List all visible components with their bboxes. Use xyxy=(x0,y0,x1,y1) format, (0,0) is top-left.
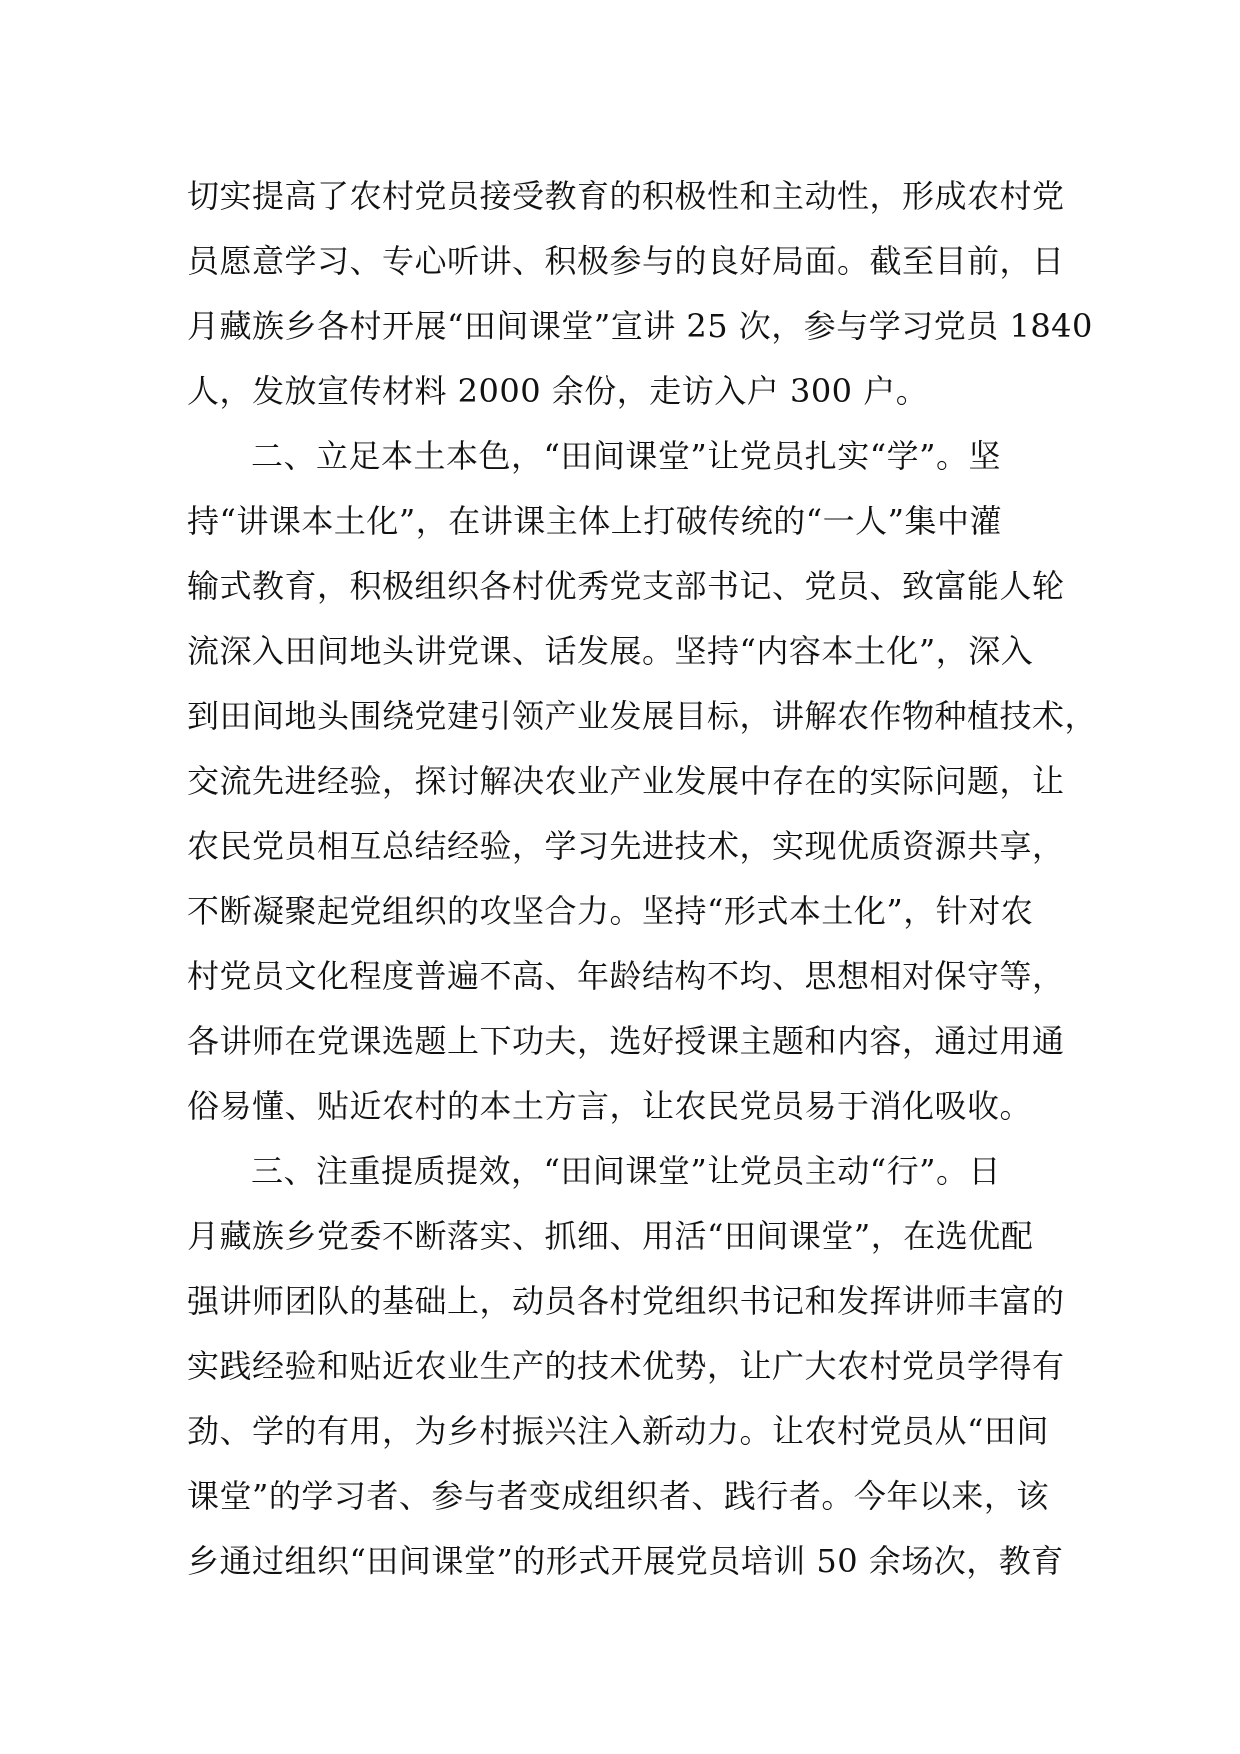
text-line: 劲、学的有用，为乡村振兴注入新动力。让农村党员从“田间 xyxy=(187,1412,1049,1450)
text-line: 农民党员相互总结经验，学习先进技术，实现优质资源共享， xyxy=(187,827,1065,865)
text-line: 实践经验和贴近农业生产的技术优势，让广大农村党员学得有 xyxy=(187,1347,1065,1385)
body-text xyxy=(187,164,1098,1594)
text-line: 强讲师团队的基础上，动员各村党组织书记和发挥讲师丰富的 xyxy=(187,1282,1065,1320)
text-line: 各讲师在党课选题上下功夫，选好授课主题和内容，通过用通 xyxy=(187,1022,1065,1060)
text-line: 交流先进经验，探讨解决农业产业发展中存在的实际问题，让 xyxy=(187,762,1065,800)
text-line: 输式教育，积极组织各村优秀党支部书记、党员、致富能人轮 xyxy=(187,567,1065,605)
text-line: 村党员文化程度普遍不高、年龄结构不均、思想相对保守等， xyxy=(187,957,1065,995)
text-line: 乡通过组织“田间课堂”的形式开展党员培训 50 余场次，教育 xyxy=(187,1542,1064,1580)
text-line: 月藏族乡各村开展“田间课堂”宣讲 25 次，参与学习党员 1840 xyxy=(187,307,1093,345)
text-line: 切实提高了农村党员接受教育的积极性和主动性，形成农村党 xyxy=(187,177,1065,215)
text-line: 流深入田间地头讲党课、话发展。坚持“内容本土化”，深入 xyxy=(187,632,1034,670)
text-line: 月藏族乡党委不断落实、抓细、用活“田间课堂”，在选优配 xyxy=(187,1217,1034,1255)
text-line: 人，发放宣传材料 2000 余份，走访入户 300 户。 xyxy=(187,372,929,410)
text-line: 不断凝聚起党组织的攻坚合力。坚持“形式本土化”，针对农 xyxy=(187,892,1034,930)
paragraph-start-line: 二、立足本土本色，“田间课堂”让党员扎实“学”。坚 xyxy=(251,437,1001,475)
text-line: 俗易懂、贴近农村的本土方言，让农民党员易于消化吸收。 xyxy=(187,1087,1033,1125)
text-line: 持“讲课本土化”，在讲课主体上打破传统的“一人”集中灌 xyxy=(187,502,1002,540)
paragraph-start-line: 三、注重提质提效，“田间课堂”让党员主动“行”。日 xyxy=(251,1152,1001,1190)
text-line: 员愿意学习、专心听讲、积极参与的良好局面。截至目前，日 xyxy=(187,242,1065,280)
text-line: 到田间地头围绕党建引领产业发展目标，讲解农作物种植技术， xyxy=(187,697,1098,735)
text-line: 课堂”的学习者、参与者变成组织者、践行者。今年以来，该 xyxy=(187,1477,1049,1515)
